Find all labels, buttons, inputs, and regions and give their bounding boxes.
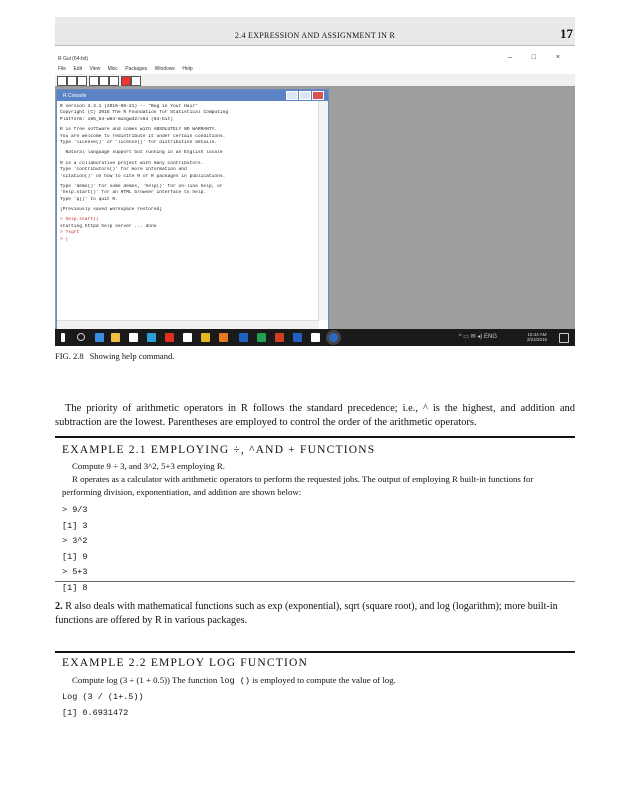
file-explorer-icon[interactable] <box>111 333 120 342</box>
console-title: R Console <box>63 93 87 99</box>
example-top-rule <box>55 651 575 653</box>
console-line: Type 'demo()' for some demos, 'help()' for on-line help, or <box>60 183 223 189</box>
search-icon[interactable] <box>77 333 85 341</box>
edge-icon[interactable] <box>95 333 104 342</box>
code-line: > 5+3 <box>62 567 88 577</box>
console-line: Platform: x86_64-w64-mingw32/x64 (64-bit) <box>60 116 174 122</box>
mail-icon[interactable] <box>183 333 192 342</box>
paragraph-precedence: The priority of arithmetic operators in R follows the standard precedence; i.e., ^ is the highest, and addition and subtraction are the lowest. Parentheses are employed to control the order of the arithmetic operators. <box>55 403 575 428</box>
console-line: You are welcome to redistribute it under certain conditions. <box>60 133 226 139</box>
console-output[interactable] <box>60 104 316 318</box>
windows-taskbar <box>55 329 575 346</box>
menu-view[interactable]: View <box>89 66 101 72</box>
vertical-scrollbar[interactable] <box>318 101 328 320</box>
close-button[interactable] <box>312 91 324 100</box>
console-line: Copyright (C) 2016 The R Foundation for Statistical Computing <box>60 110 229 116</box>
store-icon[interactable] <box>129 333 138 342</box>
menu-help[interactable]: Help <box>182 66 193 72</box>
console-line: Natural language support but running in an English locale <box>60 150 223 156</box>
console-line: [Previously saved workspace restored] <box>60 207 162 213</box>
menu-misc[interactable]: Misc <box>107 66 118 72</box>
console-line: > ?sqrt <box>60 230 80 236</box>
excel-icon[interactable] <box>257 333 266 342</box>
app-blue-icon[interactable] <box>239 333 248 342</box>
app-title: R Gui (64-bit) <box>58 56 89 62</box>
toolbar <box>55 74 575 87</box>
example2-line1: Compute log (3 ÷ (1 + 0.5)) The function log () is employed to compute the value of log. <box>72 675 396 686</box>
clock-time: 10:44 AM <box>527 332 547 337</box>
example-top-rule <box>55 436 575 438</box>
maximize-button[interactable] <box>299 91 311 100</box>
example1-heading: EXAMPLE 2.1 EMPLOYING ÷, ^AND + FUNCTIONS <box>62 444 376 456</box>
copy-paste-icon[interactable] <box>109 76 119 86</box>
load-workspace-icon[interactable] <box>67 76 77 86</box>
outlook-icon[interactable] <box>293 333 302 342</box>
code-line: [1] 8 <box>62 582 88 593</box>
save-workspace-icon[interactable] <box>77 76 87 86</box>
running-title: 2.4 EXPRESSION AND ASSIGNMENT IN R <box>234 31 396 40</box>
code-line: [1] 0.6931472 <box>62 707 129 718</box>
example1-line2: R operates as a calculator with arithmetic operators to perform the requested jobs. The output of employing R built-in functions for performing division, exponentiation, and addition are shown below: <box>62 474 534 497</box>
menu-file[interactable]: File <box>58 66 67 72</box>
menu-bar <box>55 65 575 74</box>
item-text: R also deals with mathematical functions such as exp (exponential), sqrt (square root), and log (logarithm); more built-in functions are offered by R in various packages. <box>55 601 558 626</box>
open-script-icon[interactable] <box>57 76 67 86</box>
console-line: > | <box>60 236 69 242</box>
app-icon[interactable] <box>147 333 156 342</box>
example1-body <box>62 460 568 596</box>
example2-heading: EXAMPLE 2.2 EMPLOY LOG FUNCTION <box>62 657 309 669</box>
console-line: Type 'q()' to quit R. <box>60 196 118 202</box>
list-item-2 <box>55 600 575 628</box>
start-icon[interactable] <box>61 333 65 342</box>
window-controls[interactable]: – □ × <box>507 54 569 61</box>
code-line: > 3^2 <box>62 536 88 546</box>
photos-icon[interactable] <box>311 333 320 342</box>
caption-text: Showing help command. <box>89 351 175 361</box>
console-line: 'help.start()' for an HTML browser interface to help. <box>60 190 207 196</box>
example2-code <box>62 690 568 721</box>
app-red-icon[interactable] <box>165 333 174 342</box>
print-icon[interactable] <box>131 76 141 86</box>
console-line: R is free software and comes with ABSOLUTELY NO WARRANTY. <box>60 127 218 133</box>
console-line: starting httpd help server ... done <box>60 223 157 229</box>
page-number: 17 <box>560 26 573 41</box>
chrome-icon[interactable] <box>201 333 210 342</box>
figure-caption <box>55 351 174 361</box>
menu-packages[interactable]: Packages <box>125 66 148 72</box>
example2-body <box>62 674 568 721</box>
caption-label: FIG. 2.8 <box>55 351 84 361</box>
firefox-icon[interactable] <box>219 333 228 342</box>
minimize-button[interactable] <box>286 91 298 100</box>
stop-icon[interactable] <box>121 76 131 86</box>
r-console-window[interactable] <box>56 89 329 331</box>
console-line: Type 'contributors()' for more information and <box>60 167 187 173</box>
example-bottom-rule <box>55 581 575 582</box>
paste-icon[interactable] <box>99 76 109 86</box>
clock-date: 2/24/2016 <box>526 337 547 342</box>
console-line: 'citation()' on how to cite R or R packages in publications. <box>60 173 226 179</box>
notifications-icon[interactable] <box>559 333 569 343</box>
taskbar-clock[interactable] <box>527 332 547 342</box>
code-line: > 9/3 <box>62 505 88 515</box>
copy-icon[interactable] <box>89 76 99 86</box>
rgui-title-bar <box>55 53 575 65</box>
running-head <box>55 17 575 46</box>
r-icon[interactable] <box>329 333 338 342</box>
example1-code <box>62 503 568 596</box>
menu-windows[interactable]: Windows <box>154 66 175 72</box>
console-line: > help.start() <box>60 217 99 223</box>
code-line: [1] 9 <box>62 551 88 562</box>
system-tray-icons[interactable]: ^ ▭ ✉ ◂) ENG <box>458 334 497 340</box>
item-number: 2. <box>55 601 63 612</box>
console-line: Type 'license()' or 'licence()' for distribution details. <box>60 139 218 145</box>
powerpoint-icon[interactable] <box>275 333 284 342</box>
console-line: R is a collaborative project with many contributors. <box>60 160 204 166</box>
console-line: R version 3.3.1 (2016-06-21) -- "Bug in Your Hair" <box>60 104 198 109</box>
code-line: [1] 3 <box>62 520 88 531</box>
console-title-bar <box>57 90 328 101</box>
code-line: Log (3 / (1+.5)) <box>62 692 144 702</box>
menu-edit[interactable]: Edit <box>73 66 83 72</box>
example1-line1: Compute 9 ÷ 3, and 3^2, 5+3 employing R. <box>72 461 225 471</box>
figure-screenshot <box>55 53 575 346</box>
